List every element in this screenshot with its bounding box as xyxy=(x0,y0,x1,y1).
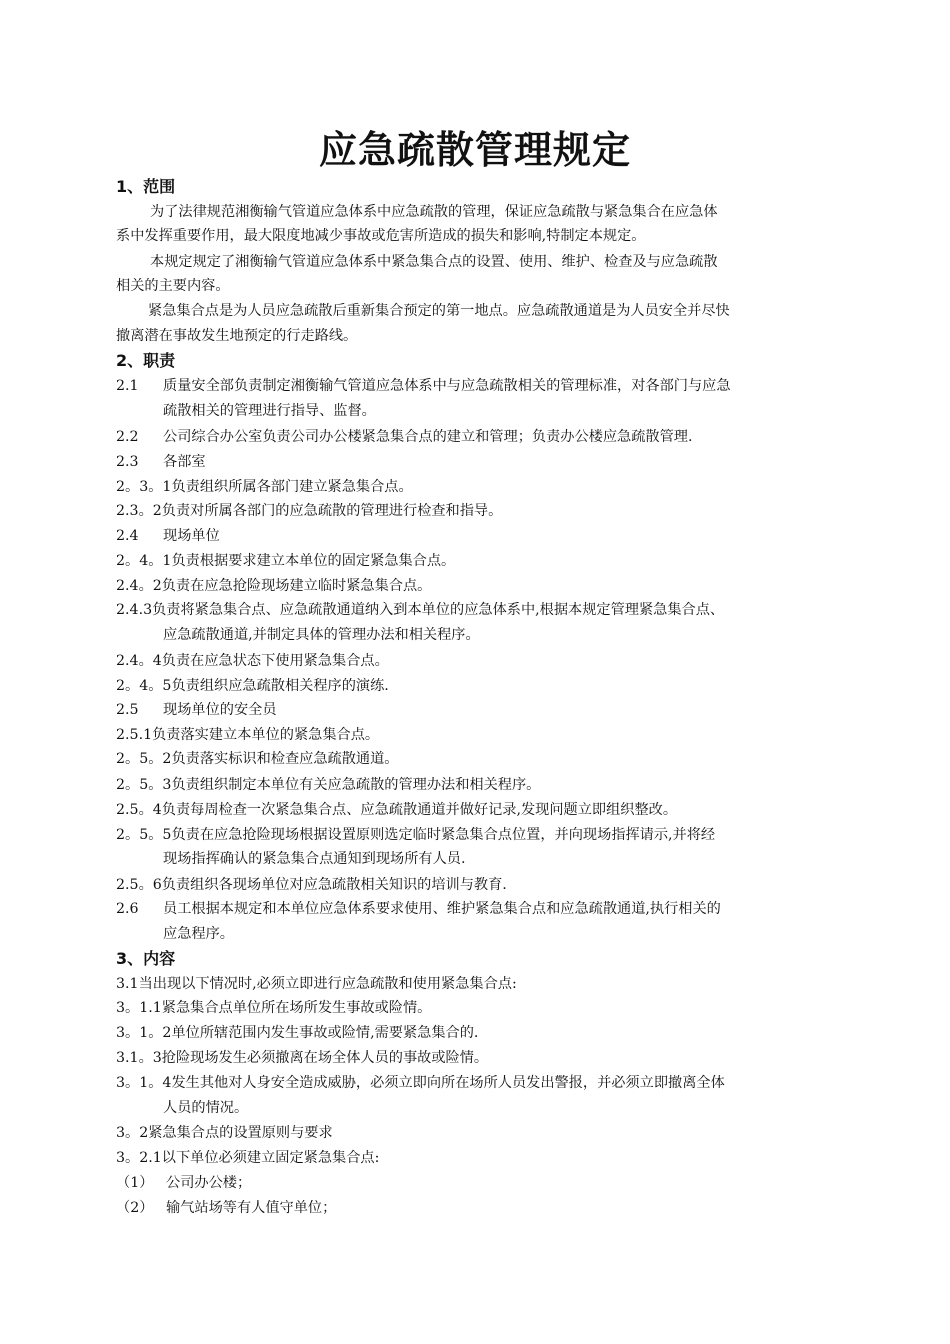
clause-line xyxy=(116,700,856,720)
clause-line: 2.4.3负责将紧急集合点、应急疏散通道纳入到本单位的应急体系中,根据本规定管理紧急集合点、 xyxy=(116,602,725,618)
clause-line: 2.5。6负责组织各现场单位对应急疏散相关知识的培训与教育. xyxy=(116,877,507,893)
clause-text: 公司综合办公室负责公司办公楼紧急集合点的建立和管理；负责办公楼应急疏散管理. xyxy=(163,429,693,445)
clause-continuation: 应急疏散通道,并制定具体的管理办法和相关程序。 xyxy=(163,627,480,643)
clause-text: 现场单位的安全员 xyxy=(163,702,277,718)
clause-line: 3。2紧急集合点的设置原则与要求 xyxy=(116,1125,333,1141)
paragraph-line: 紧急集合点是为人员应急疏散后重新集合预定的第一地点。应急疏散通道是为人员安全并尽快 xyxy=(148,303,730,319)
clause-number: 2.1 xyxy=(116,378,139,394)
clause-line: 2.4。4负责在应急状态下使用紧急集合点。 xyxy=(116,653,389,669)
clause-line: 2.3。2负责对所属各部门的应急疏散的管理进行检查和指导。 xyxy=(116,503,503,519)
clause-line: 3.1。3抢险现场发生必须撤离在场全体人员的事故或险情。 xyxy=(116,1050,489,1066)
list-item xyxy=(116,1173,856,1193)
clause-line: 2。5。3负责组织制定本单位有关应急疏散的管理办法和相关程序。 xyxy=(116,777,541,793)
section-heading-scope: 1、范围 xyxy=(116,177,176,196)
clause-continuation: 现场指挥确认的紧急集合点通知到现场所有人员. xyxy=(163,851,466,867)
clause-line xyxy=(116,526,856,546)
clause-line xyxy=(116,427,856,447)
clause-line: 2。5。2负责落实标识和检查应急疏散通道。 xyxy=(116,751,399,767)
clause-line xyxy=(116,899,856,919)
clause-text: 各部室 xyxy=(163,454,206,470)
clause-number: 2.6 xyxy=(116,901,139,917)
clause-line: 2.5。4负责每周检查一次紧急集合点、应急疏散通道并做好记录,发现问题立即组织整改。 xyxy=(116,802,678,818)
clause-line: 2。4。1负责根据要求建立本单位的固定紧急集合点。 xyxy=(116,553,456,569)
page-title: 应急疏散管理规定 xyxy=(318,128,631,172)
clause-continuation: 人员的情况。 xyxy=(163,1100,249,1116)
clause-line: 2。5。5负责在应急抢险现场根据设置原则选定临时紧急集合点位置，并向现场指挥请示,并将经 xyxy=(116,827,716,843)
clause-number: 2.2 xyxy=(116,429,139,445)
clause-line: 3。1。2单位所辖范围内发生事故或险情,需要紧急集合的. xyxy=(116,1025,479,1041)
clause-text: 质量安全部负责制定湘衡输气管道应急体系中与应急疏散相关的管理标准，对各部门与应急 xyxy=(163,378,731,394)
clause-number: 2.3 xyxy=(116,454,139,470)
paragraph-line: 相关的主要内容。 xyxy=(116,278,230,294)
section-heading-duties: 2、职责 xyxy=(116,351,176,370)
clause-line: 3.1当出现以下情况时,必须立即进行应急疏散和使用紧急集合点: xyxy=(116,976,517,992)
clause-line: 2.4。2负责在应急抢险现场建立临时紧急集合点。 xyxy=(116,578,432,594)
list-item-number: （2） xyxy=(116,1200,154,1216)
section-heading-content: 3、内容 xyxy=(116,949,176,968)
clause-text: 员工根据本规定和本单位应急体系要求使用、维护紧急集合点和应急疏散通道,执行相关的 xyxy=(163,901,721,917)
paragraph-line: 为了法律规范湘衡输气管道应急体系中应急疏散的管理，保证应急疏散与紧急集合在应急体 xyxy=(150,204,718,220)
clause-line: 3。1.1紧急集合点单位所在场所发生事故或险情。 xyxy=(116,1000,432,1016)
clause-continuation: 疏散相关的管理进行指导、监督。 xyxy=(163,403,376,419)
clause-text: 现场单位 xyxy=(163,528,220,544)
clause-line: 2。4。5负责组织应急疏散相关程序的演练. xyxy=(116,678,389,694)
clause-line xyxy=(116,452,856,472)
clause-line xyxy=(116,376,856,396)
list-item xyxy=(116,1198,856,1218)
paragraph-line: 撤离潜在事故发生地预定的行走路线。 xyxy=(116,328,358,344)
paragraph-line: 本规定规定了湘衡输气管道应急体系中紧急集合点的设置、使用、维护、检查及与应急疏散 xyxy=(150,254,718,270)
list-item-text: 输气站场等有人值守单位； xyxy=(166,1200,337,1216)
clause-number: 2.5 xyxy=(116,702,139,718)
clause-line: 3。2.1以下单位必须建立固定紧急集合点: xyxy=(116,1150,380,1166)
list-item-text: 公司办公楼； xyxy=(166,1175,252,1191)
clause-line: 3。1。4发生其他对人身安全造成威胁，必须立即向所在场所人员发出警报，并必须立即撤离全体 xyxy=(116,1075,725,1091)
list-item-number: （1） xyxy=(116,1175,154,1191)
paragraph-line: 系中发挥重要作用，最大限度地减少事故或危害所造成的损失和影响,特制定本规定。 xyxy=(116,228,646,244)
clause-line: 2.5.1负责落实建立本单位的紧急集合点。 xyxy=(116,727,380,743)
clause-number: 2.4 xyxy=(116,528,139,544)
clause-continuation: 应急程序。 xyxy=(163,926,234,942)
clause-line: 2。3。1负责组织所属各部门建立紧急集合点。 xyxy=(116,479,413,495)
